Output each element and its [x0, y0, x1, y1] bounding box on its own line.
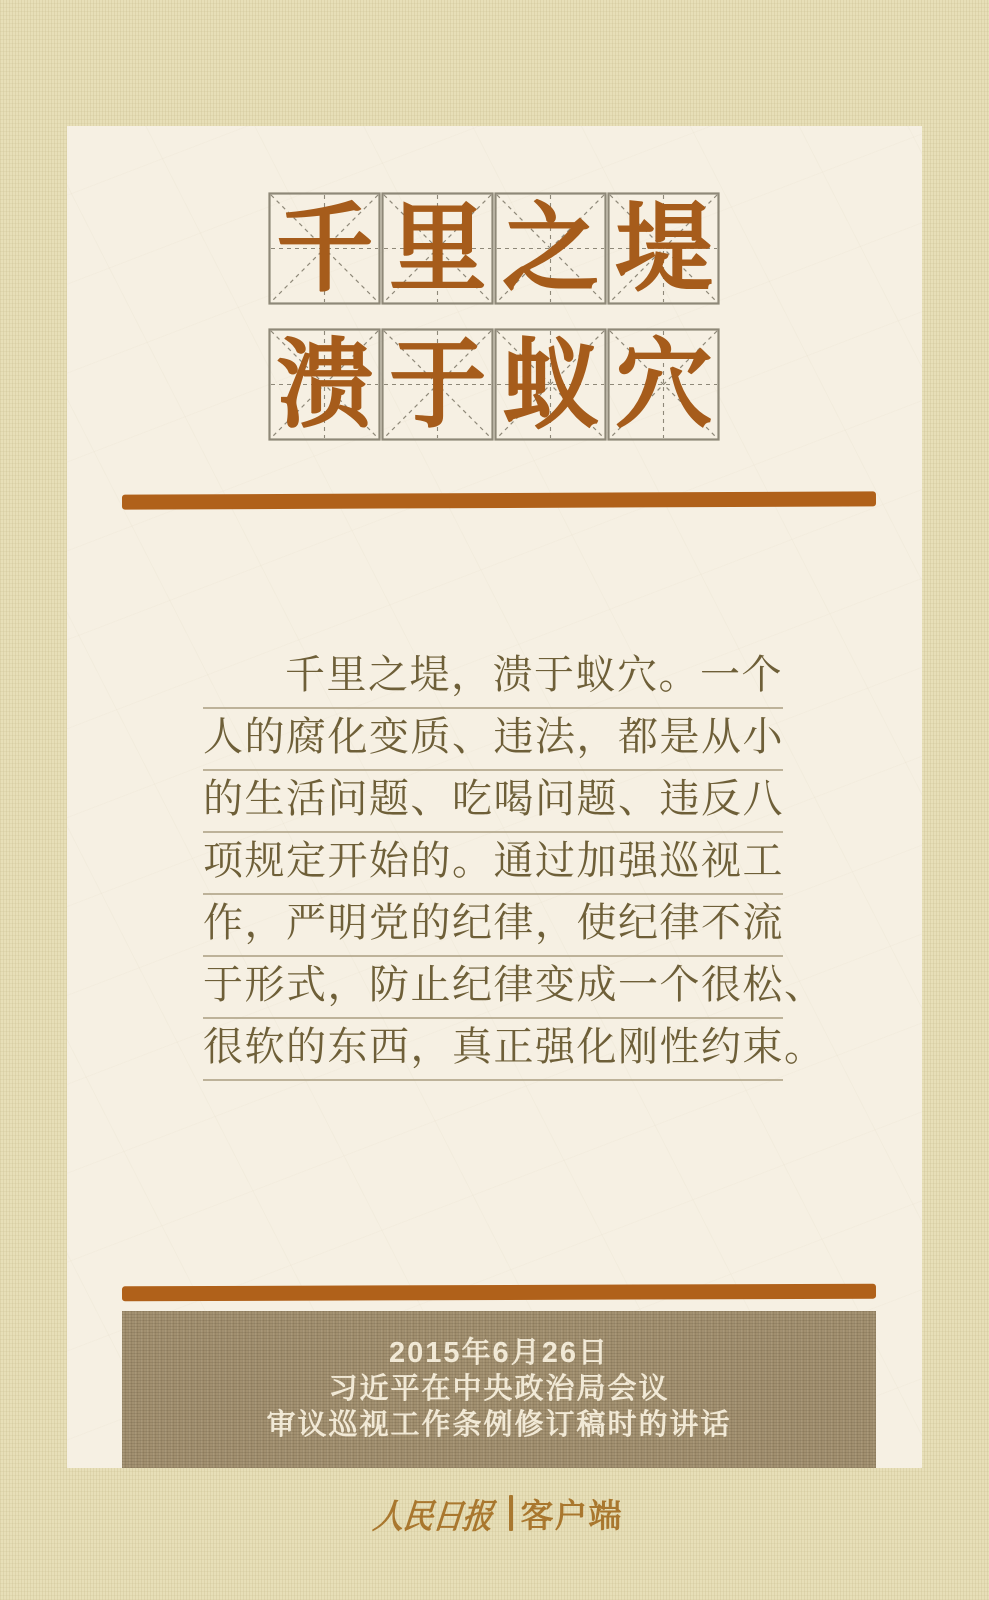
quote-line: 于形式，防止纪律变成一个很松、 [203, 957, 783, 1019]
calligraphy-cell [607, 328, 720, 441]
title-character: 于 [389, 327, 486, 441]
title-character: 溃 [276, 327, 373, 441]
brand-logo [0, 1487, 989, 1539]
title-row-2 [268, 328, 720, 441]
title-character: 之 [502, 191, 599, 305]
quote-line: 千里之堤，溃于蚁穴。一个 [203, 647, 783, 709]
title-calligraphy-grid [268, 192, 720, 441]
attribution-box [122, 1311, 876, 1468]
logo-separator-bar [509, 1495, 513, 1531]
calligraphy-cell [381, 328, 494, 441]
quote-line: 人的腐化变质、违法，都是从小 [203, 709, 783, 771]
title-character: 蚁 [502, 327, 599, 441]
calligraphy-cell [381, 192, 494, 305]
calligraphy-cell [268, 192, 381, 305]
calligraphy-cell [494, 192, 607, 305]
title-character: 穴 [615, 327, 712, 441]
title-row-1 [268, 192, 720, 305]
quote-line: 很软的东西，真正强化刚性约束。 [203, 1019, 783, 1081]
brush-divider-top [122, 491, 876, 509]
quote-paragraph [203, 647, 826, 1081]
quote-line: 的生活问题、吃喝问题、违反八 [203, 771, 783, 833]
peoples-daily-masthead: 人民日报 [370, 1496, 494, 1537]
title-character: 堤 [615, 191, 712, 305]
calligraphy-cell [607, 192, 720, 305]
client-app-label: 客户端 [520, 1496, 623, 1534]
quote-line: 项规定开始的。通过加强巡视工 [203, 833, 783, 895]
quote-line: 作，严明党的纪律，使纪律不流 [203, 895, 783, 957]
attribution-date: 2015年6月26日 [389, 1337, 609, 1369]
title-character: 千 [276, 191, 373, 305]
calligraphy-cell [494, 328, 607, 441]
title-character: 里 [389, 191, 486, 305]
paper-card [67, 126, 922, 1468]
brush-divider-bottom [122, 1284, 876, 1302]
attribution-detail: 审议巡视工作条例修订稿时的讲话 [266, 1409, 732, 1441]
calligraphy-cell [268, 328, 381, 441]
attribution-occasion: 习近平在中央政治局会议 [328, 1373, 670, 1405]
